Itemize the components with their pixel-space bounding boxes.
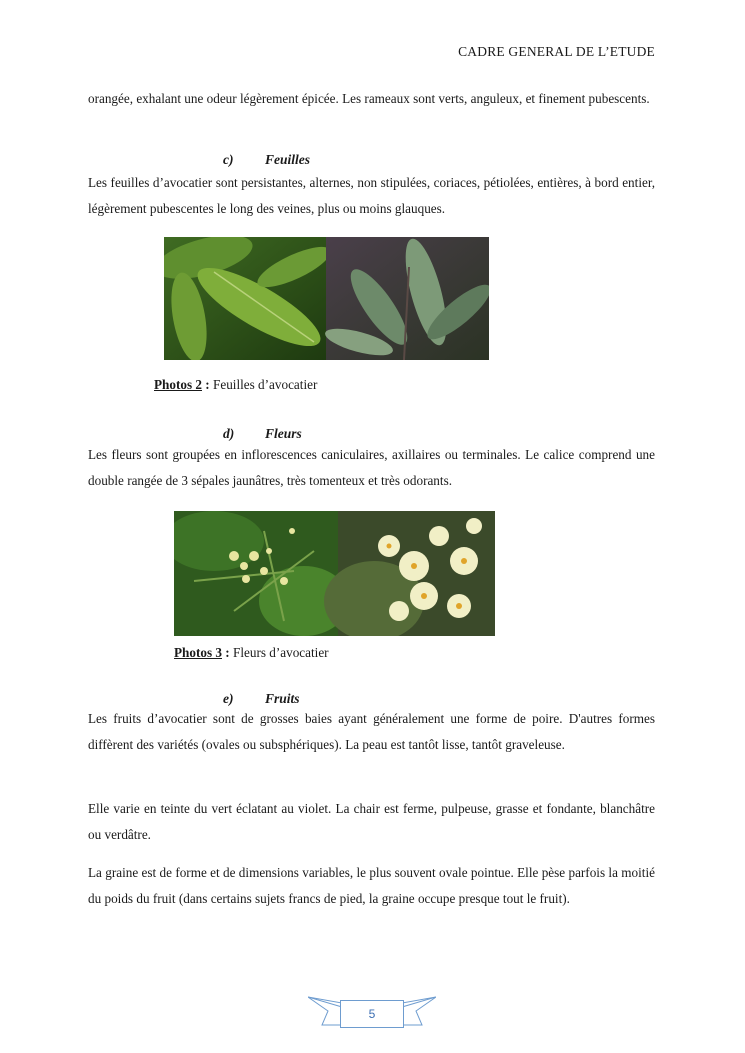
page-number-ribbon: [308, 995, 436, 1033]
caption-colon: :: [225, 645, 230, 660]
fruits-paragraph: Les fruits d’avocatier sont de grosses baies ayant généralement une forme de poire. D'autres formes diffèrent des variétés (ovales ou subsphériques). La peau est tantôt lisse, tantôt graveleuse.: [88, 711, 655, 752]
section-title: Feuilles: [265, 152, 311, 167]
flowers-photo-image: [174, 511, 495, 636]
flowers-photo: [174, 511, 495, 636]
section-heading-flowers: [223, 426, 302, 442]
leaves-caption: [154, 377, 317, 393]
section-letter: c): [223, 152, 234, 167]
fruits-paragraph: Elle varie en teinte du vert éclatant au violet. La chair est ferme, pulpeuse, grasse et fondante, blanchâtre ou verdâtre.: [88, 801, 655, 842]
leaves-paragraph: Les feuilles d’avocatier sont persistantes, alternes, non stipulées, coriaces, pétiolées, entières, à bord entier, légèrement pubescentes le long des veines, plus ou moins glauques.: [88, 175, 655, 216]
leaves-photo-image: [164, 237, 489, 360]
caption-label: Photos 2: [154, 377, 202, 392]
section-heading-fruits: [223, 691, 300, 707]
flowers-paragraph: Les fleurs sont groupées en inflorescences caniculaires, axillaires ou terminales. Le calice comprend une double rangée de 3 sépales jaunâtres, très tomenteux et très odorants.: [88, 447, 655, 488]
leaves-photo: [164, 237, 489, 360]
section-title: Fruits: [265, 691, 300, 706]
section-letter: d): [223, 426, 235, 441]
caption-colon: :: [205, 377, 210, 392]
flowers-caption: [174, 645, 329, 661]
running-header: CADRE GENERAL DE L’ETUDE: [458, 44, 655, 59]
page-number: 5: [340, 1000, 404, 1028]
section-heading-leaves: [223, 152, 310, 168]
caption-text: Fleurs d’avocatier: [229, 645, 329, 660]
intro-paragraph: orangée, exhalant une odeur légèrement épicée. Les rameaux sont verts, anguleux, et finement pubescents.: [88, 91, 650, 106]
caption-label: Photos 3: [174, 645, 222, 660]
fruits-paragraph: La graine est de forme et de dimensions variables, le plus souvent ovale pointue. Elle pèse parfois la moitié du poids du fruit (dans certains sujets francs de pied, la graine occupe presque tout le fruit).: [88, 865, 655, 906]
section-letter: e): [223, 691, 234, 706]
caption-text: Feuilles d’avocatier: [209, 377, 318, 392]
section-title: Fleurs: [265, 426, 302, 441]
